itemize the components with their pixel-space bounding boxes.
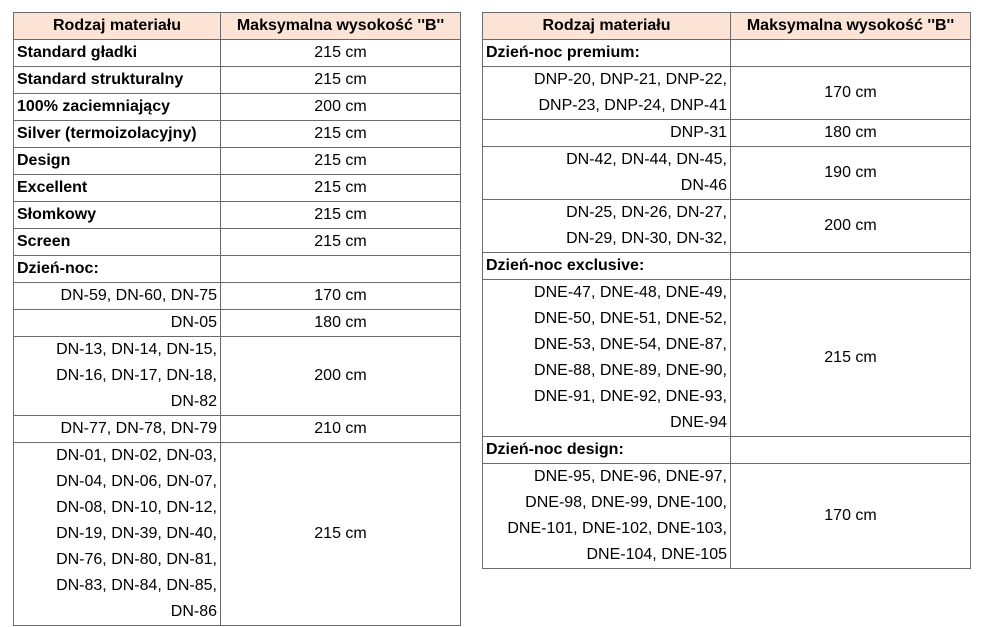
material-codes-cell <box>14 283 221 310</box>
max-height-cell: 215 cm <box>221 148 461 175</box>
material-name-cell: Design <box>14 148 221 175</box>
max-height-cell: 200 cm <box>731 200 971 253</box>
max-height-cell <box>731 437 971 464</box>
material-codes-cell <box>483 280 731 437</box>
material-code-line: DNE-95, DNE-96, DNE-97, <box>534 468 727 485</box>
table-row <box>14 283 461 310</box>
material-code-line: DN-77, DN-78, DN-79 <box>60 420 217 437</box>
material-code-line: DNP-23, DNP-24, DNP-41 <box>538 97 727 114</box>
material-code-line: DN-29, DN-30, DN-32, <box>566 230 727 247</box>
table-row <box>483 200 971 253</box>
material-codes-cell <box>483 67 731 120</box>
table-row <box>483 464 971 569</box>
material-code-line: DN-08, DN-10, DN-12, <box>56 499 217 516</box>
max-height-cell: 170 cm <box>731 464 971 569</box>
table-row <box>14 202 461 229</box>
material-code-line: DN-83, DN-84, DN-85, <box>56 577 217 594</box>
table-row <box>14 443 461 626</box>
table-row <box>14 337 461 416</box>
material-code-line: DNE-94 <box>670 414 727 431</box>
table-row <box>14 416 461 443</box>
table-row <box>14 67 461 94</box>
material-name-cell: Dzień-noc exclusive: <box>483 253 731 280</box>
material-code-line: DN-42, DN-44, DN-45, <box>566 151 727 168</box>
table-row <box>483 437 971 464</box>
max-height-cell: 200 cm <box>221 337 461 416</box>
max-height-cell: 180 cm <box>731 120 971 147</box>
max-height-cell: 215 cm <box>221 67 461 94</box>
material-code-line: DNE-47, DNE-48, DNE-49, <box>534 284 727 301</box>
material-name-cell: Dzień-noc premium: <box>483 40 731 67</box>
table-row <box>14 148 461 175</box>
material-code-line: DNE-88, DNE-89, DNE-90, <box>534 362 727 379</box>
material-code-line: DN-76, DN-80, DN-81, <box>56 551 217 568</box>
max-height-cell: 215 cm <box>221 121 461 148</box>
table-row <box>483 67 971 120</box>
table-row <box>483 253 971 280</box>
material-code-line: DNE-101, DNE-102, DNE-103, <box>507 520 727 537</box>
max-height-cell: 170 cm <box>731 67 971 120</box>
material-code-line: DN-82 <box>170 393 217 410</box>
max-height-cell <box>731 40 971 67</box>
table-row <box>14 229 461 256</box>
max-height-cell: 215 cm <box>221 202 461 229</box>
material-code-line: DN-46 <box>680 177 727 194</box>
material-name-cell: 100% zaciemniający <box>14 94 221 121</box>
material-code-line: DNE-53, DNE-54, DNE-87, <box>534 336 727 353</box>
material-code-line: DN-04, DN-06, DN-07, <box>56 473 217 490</box>
table-row <box>483 280 971 437</box>
table-row <box>14 310 461 337</box>
table-row <box>14 256 461 283</box>
table-row <box>483 120 971 147</box>
left-material-table <box>13 12 461 626</box>
material-name-cell: Dzień-noc design: <box>483 437 731 464</box>
right-material-table <box>482 12 971 569</box>
max-height-cell: 215 cm <box>221 443 461 626</box>
material-code-line: DNE-91, DNE-92, DNE-93, <box>534 388 727 405</box>
material-codes-cell <box>14 310 221 337</box>
table-row <box>14 121 461 148</box>
material-code-line: DN-25, DN-26, DN-27, <box>566 204 727 221</box>
table-row <box>483 147 971 200</box>
material-code-line: DN-01, DN-02, DN-03, <box>56 447 217 464</box>
material-column-header: Rodzaj materiału <box>483 13 731 40</box>
material-codes-cell <box>483 147 731 200</box>
max-height-cell: 180 cm <box>221 310 461 337</box>
table-row <box>14 175 461 202</box>
table-row <box>14 40 461 67</box>
material-name-cell: Słomkowy <box>14 202 221 229</box>
material-name-cell: Standard gładki <box>14 40 221 67</box>
material-name-cell: Screen <box>14 229 221 256</box>
material-codes-cell <box>14 443 221 626</box>
material-code-line: DN-59, DN-60, DN-75 <box>60 287 217 304</box>
max-height-cell: 215 cm <box>731 280 971 437</box>
max-height-cell: 190 cm <box>731 147 971 200</box>
table-header-row <box>14 13 461 40</box>
max-height-cell <box>221 256 461 283</box>
max-height-cell: 200 cm <box>221 94 461 121</box>
material-code-line: DN-13, DN-14, DN-15, <box>56 341 217 358</box>
max-height-cell: 215 cm <box>221 229 461 256</box>
right-table-body <box>483 40 971 569</box>
max-height-cell <box>731 253 971 280</box>
material-code-line: DNE-104, DNE-105 <box>586 546 727 563</box>
height-column-header: Maksymalna wysokość ''B'' <box>221 13 461 40</box>
material-codes-cell <box>14 416 221 443</box>
material-code-line: DN-86 <box>170 603 217 620</box>
material-code-line: DN-19, DN-39, DN-40, <box>56 525 217 542</box>
left-table-body <box>14 40 461 626</box>
table-header-row <box>483 13 971 40</box>
material-code-line: DNE-98, DNE-99, DNE-100, <box>525 494 727 511</box>
height-column-header: Maksymalna wysokość ''B'' <box>731 13 971 40</box>
max-height-cell: 210 cm <box>221 416 461 443</box>
material-code-line: DNP-31 <box>670 124 727 141</box>
material-code-line: DN-05 <box>170 314 217 331</box>
table-row <box>14 94 461 121</box>
material-column-header: Rodzaj materiału <box>14 13 221 40</box>
table-row <box>483 40 971 67</box>
material-codes-cell <box>14 337 221 416</box>
material-codes-cell <box>483 120 731 147</box>
material-name-cell: Dzień-noc: <box>14 256 221 283</box>
material-code-line: DN-16, DN-17, DN-18, <box>56 367 217 384</box>
material-name-cell: Excellent <box>14 175 221 202</box>
material-code-line: DNE-50, DNE-51, DNE-52, <box>534 310 727 327</box>
material-name-cell: Standard strukturalny <box>14 67 221 94</box>
material-codes-cell <box>483 200 731 253</box>
material-codes-cell <box>483 464 731 569</box>
max-height-cell: 215 cm <box>221 175 461 202</box>
material-code-line: DNP-20, DNP-21, DNP-22, <box>534 71 727 88</box>
max-height-cell: 215 cm <box>221 40 461 67</box>
material-name-cell: Silver (termoizolacyjny) <box>14 121 221 148</box>
max-height-cell: 170 cm <box>221 283 461 310</box>
